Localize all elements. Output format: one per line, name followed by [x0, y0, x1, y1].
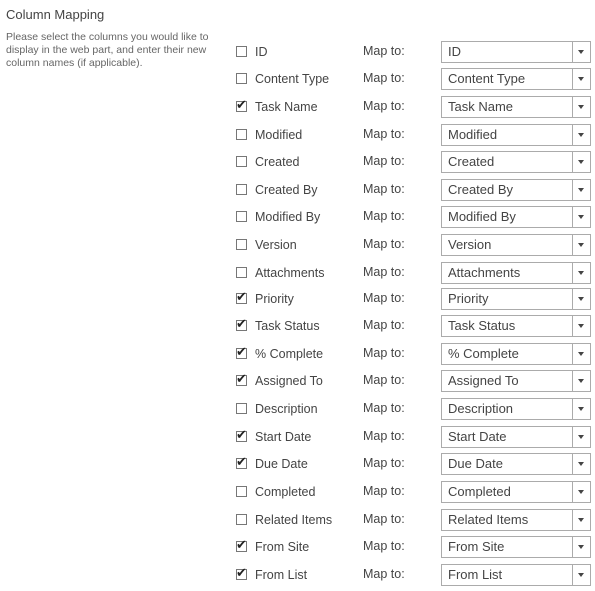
map-to-label: Map to: — [363, 99, 405, 113]
column-checkbox[interactable] — [236, 211, 247, 222]
map-to-label: Map to: — [363, 265, 405, 279]
column-row — [0, 315, 595, 339]
dropdown-arrow-button[interactable] — [572, 565, 590, 585]
column-name-label: Task Name — [255, 100, 318, 114]
dropdown-arrow-button[interactable] — [572, 125, 590, 145]
chevron-down-icon — [578, 324, 584, 328]
column-row — [0, 370, 595, 394]
column-checkbox[interactable] — [236, 267, 247, 278]
column-name-label: % Complete — [255, 347, 324, 361]
map-to-dropdown[interactable] — [441, 536, 591, 558]
map-to-dropdown[interactable] — [441, 426, 591, 448]
dropdown-selected-value: Created By — [448, 182, 514, 197]
column-name-label: Related Items — [255, 513, 333, 527]
dropdown-arrow-button[interactable] — [572, 69, 590, 89]
column-checkbox[interactable] — [236, 98, 247, 113]
chevron-down-icon — [578, 188, 584, 192]
column-checkbox[interactable] — [236, 345, 247, 360]
column-row — [0, 536, 595, 560]
column-name-label: Version — [255, 238, 297, 252]
map-to-dropdown[interactable] — [441, 41, 591, 63]
column-row — [0, 151, 595, 175]
column-checkbox[interactable] — [236, 239, 247, 250]
map-to-dropdown[interactable] — [441, 151, 591, 173]
column-row — [0, 398, 595, 422]
column-row — [0, 124, 595, 148]
map-to-label: Map to: — [363, 567, 405, 581]
map-to-label: Map to: — [363, 346, 405, 360]
column-name-label: ID — [255, 45, 268, 59]
checkmark-icon: ✔ — [236, 455, 247, 470]
column-checkbox[interactable] — [236, 514, 247, 525]
dropdown-selected-value: Modified By — [448, 209, 516, 224]
checkmark-icon: ✔ — [236, 290, 247, 305]
column-name-label: Created — [255, 155, 300, 169]
dropdown-arrow-button[interactable] — [572, 537, 590, 557]
column-row — [0, 453, 595, 477]
checkmark-icon: ✔ — [236, 372, 247, 387]
column-checkbox[interactable] — [236, 129, 247, 140]
dropdown-arrow-button[interactable] — [572, 482, 590, 502]
checkmark-icon: ✔ — [236, 317, 247, 332]
column-row — [0, 426, 595, 450]
column-name-label: Due Date — [255, 457, 308, 471]
map-to-label: Map to: — [363, 182, 405, 196]
dropdown-selected-value: Modified — [448, 127, 498, 142]
map-to-label: Map to: — [363, 539, 405, 553]
dropdown-arrow-button[interactable] — [572, 97, 590, 117]
column-name-label: Priority — [255, 292, 294, 306]
map-to-label: Map to: — [363, 71, 405, 85]
column-row — [0, 509, 595, 533]
chevron-down-icon — [578, 297, 584, 301]
column-checkbox[interactable] — [236, 428, 247, 443]
dropdown-selected-value: ID — [448, 44, 461, 59]
map-to-dropdown[interactable] — [441, 343, 591, 365]
chevron-down-icon — [578, 545, 584, 549]
map-to-label: Map to: — [363, 484, 405, 498]
dropdown-arrow-button[interactable] — [572, 235, 590, 255]
column-name-label: Content Type — [255, 72, 330, 86]
map-to-label: Map to: — [363, 401, 405, 415]
column-row — [0, 206, 595, 230]
chevron-down-icon — [578, 77, 584, 81]
chevron-down-icon — [578, 215, 584, 219]
checkmark-icon: ✔ — [236, 428, 247, 443]
map-to-dropdown[interactable] — [441, 288, 591, 310]
dropdown-selected-value: Priority — [448, 291, 489, 306]
dropdown-selected-value: Created — [448, 154, 495, 169]
map-to-dropdown[interactable] — [441, 509, 591, 531]
column-name-label: From List — [255, 568, 308, 582]
checkmark-icon: ✔ — [236, 345, 247, 360]
dropdown-selected-value: From Site — [448, 539, 505, 554]
map-to-label: Map to: — [363, 209, 405, 223]
column-checkbox[interactable] — [236, 156, 247, 167]
dropdown-selected-value: Attachments — [448, 265, 521, 280]
column-name-label: Completed — [255, 485, 316, 499]
chevron-down-icon — [578, 243, 584, 247]
column-row — [0, 481, 595, 505]
map-to-label: Map to: — [363, 154, 405, 168]
column-checkbox[interactable] — [236, 566, 247, 581]
section-title: Column Mapping — [6, 7, 105, 22]
chevron-down-icon — [578, 462, 584, 466]
map-to-dropdown[interactable] — [441, 234, 591, 256]
chevron-down-icon — [578, 105, 584, 109]
dropdown-arrow-button[interactable] — [572, 289, 590, 309]
dropdown-selected-value: Start Date — [448, 429, 507, 444]
column-checkbox[interactable] — [236, 403, 247, 414]
column-name-label: From Site — [255, 540, 310, 554]
column-checkbox[interactable] — [236, 184, 247, 195]
column-name-label: Description — [255, 402, 318, 416]
map-to-dropdown[interactable] — [441, 370, 591, 392]
map-to-dropdown[interactable] — [441, 453, 591, 475]
column-name-label: Attachments — [255, 266, 325, 280]
dropdown-arrow-button[interactable] — [572, 180, 590, 200]
map-to-dropdown[interactable] — [441, 179, 591, 201]
dropdown-selected-value: Due Date — [448, 456, 503, 471]
section-description: Please select the columns you would like to display in the web part, and enter their new column names (if applicable). — [6, 31, 209, 69]
dropdown-selected-value: Content Type — [448, 71, 526, 86]
dropdown-arrow-button[interactable] — [572, 263, 590, 283]
dropdown-selected-value: % Complete — [448, 346, 519, 361]
column-name-label: Modified By — [255, 210, 321, 224]
chevron-down-icon — [578, 271, 584, 275]
column-checkbox[interactable] — [236, 538, 247, 553]
dropdown-arrow-button[interactable] — [572, 344, 590, 364]
dropdown-arrow-button[interactable] — [572, 427, 590, 447]
map-to-label: Map to: — [363, 456, 405, 470]
chevron-down-icon — [578, 407, 584, 411]
column-name-label: Created By — [255, 183, 318, 197]
map-to-dropdown[interactable] — [441, 481, 591, 503]
dropdown-arrow-button[interactable] — [572, 454, 590, 474]
column-name-label: Task Status — [255, 319, 320, 333]
column-row — [0, 262, 595, 286]
dropdown-selected-value: Task Name — [448, 99, 514, 114]
column-row — [0, 343, 595, 367]
checkmark-icon: ✔ — [236, 538, 247, 553]
map-to-dropdown[interactable] — [441, 68, 591, 90]
column-checkbox[interactable] — [236, 290, 247, 305]
column-name-label: Modified — [255, 128, 303, 142]
dropdown-arrow-button[interactable] — [572, 152, 590, 172]
map-to-dropdown[interactable] — [441, 398, 591, 420]
map-to-label: Map to: — [363, 512, 405, 526]
dropdown-selected-value: Assigned To — [448, 373, 519, 388]
column-row — [0, 68, 595, 92]
chevron-down-icon — [578, 490, 584, 494]
dropdown-selected-value: Related Items — [448, 512, 529, 527]
dropdown-arrow-button[interactable] — [572, 399, 590, 419]
column-row — [0, 288, 595, 312]
dropdown-selected-value: Description — [448, 401, 514, 416]
map-to-label: Map to: — [363, 373, 405, 387]
dropdown-arrow-button[interactable] — [572, 42, 590, 62]
chevron-down-icon — [578, 352, 584, 356]
map-to-dropdown[interactable] — [441, 564, 591, 586]
dropdown-arrow-button[interactable] — [572, 207, 590, 227]
map-to-label: Map to: — [363, 291, 405, 305]
map-to-dropdown[interactable] — [441, 96, 591, 118]
column-checkbox[interactable] — [236, 455, 247, 470]
map-to-label: Map to: — [363, 127, 405, 141]
map-to-label: Map to: — [363, 429, 405, 443]
dropdown-selected-value: Completed — [448, 484, 511, 499]
dropdown-selected-value: Version — [448, 237, 492, 252]
chevron-down-icon — [578, 518, 584, 522]
map-to-dropdown[interactable] — [441, 262, 591, 284]
checkmark-icon: ✔ — [236, 566, 247, 581]
map-to-label: Map to: — [363, 318, 405, 332]
chevron-down-icon — [578, 379, 584, 383]
dropdown-arrow-button[interactable] — [572, 510, 590, 530]
column-row — [0, 234, 595, 258]
column-name-label: Assigned To — [255, 374, 323, 388]
column-checkbox[interactable] — [236, 317, 247, 332]
map-to-dropdown[interactable] — [441, 315, 591, 337]
map-to-dropdown[interactable] — [441, 124, 591, 146]
column-row — [0, 41, 595, 65]
map-to-dropdown[interactable] — [441, 206, 591, 228]
map-to-label: Map to: — [363, 237, 405, 251]
column-row — [0, 179, 595, 203]
checkmark-icon: ✔ — [236, 98, 247, 113]
column-checkbox[interactable] — [236, 73, 247, 84]
dropdown-selected-value: From List — [448, 567, 503, 582]
column-checkbox[interactable] — [236, 46, 247, 57]
column-checkbox[interactable] — [236, 486, 247, 497]
column-checkbox[interactable] — [236, 372, 247, 387]
chevron-down-icon — [578, 435, 584, 439]
column-row — [0, 96, 595, 120]
dropdown-arrow-button[interactable] — [572, 371, 590, 391]
chevron-down-icon — [578, 573, 584, 577]
dropdown-arrow-button[interactable] — [572, 316, 590, 336]
map-to-label: Map to: — [363, 44, 405, 58]
column-row — [0, 564, 595, 588]
chevron-down-icon — [578, 160, 584, 164]
chevron-down-icon — [578, 50, 584, 54]
dropdown-selected-value: Task Status — [448, 318, 516, 333]
chevron-down-icon — [578, 133, 584, 137]
column-name-label: Start Date — [255, 430, 312, 444]
